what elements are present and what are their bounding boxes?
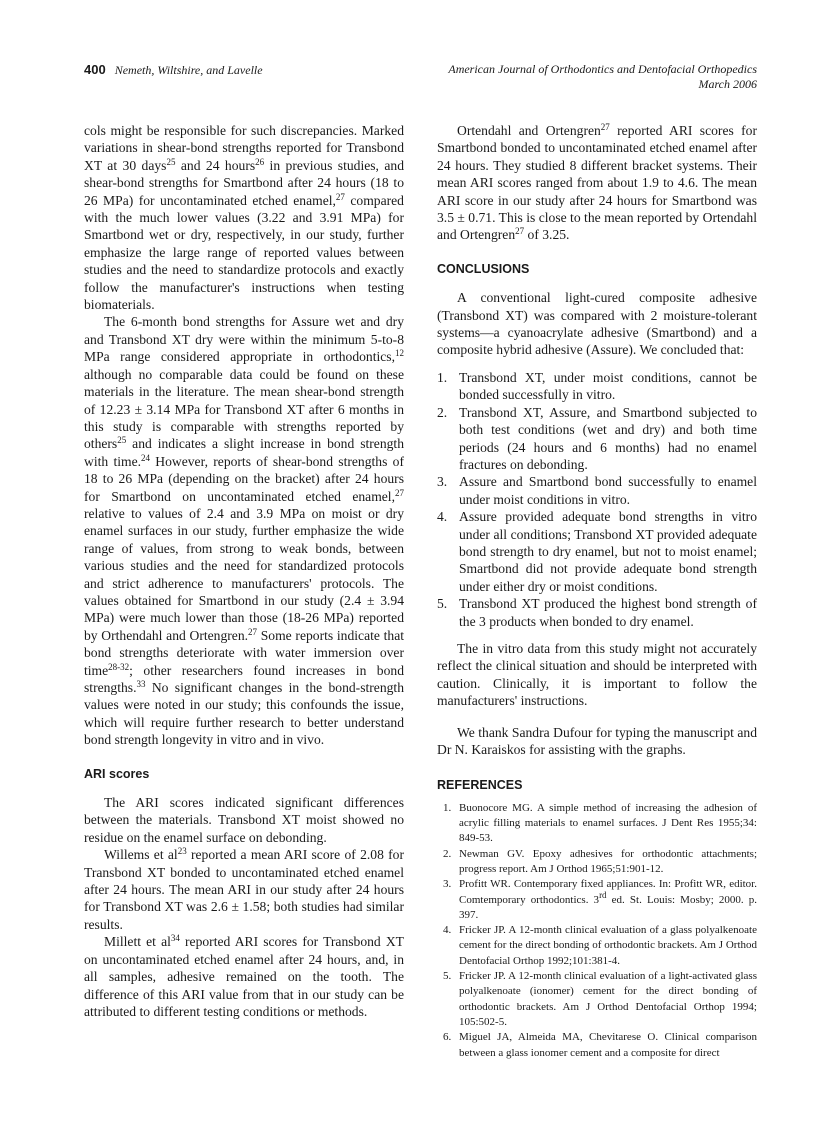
item-text: Assure and Smartbond bond successfully to enamel under moist conditions in vitro. (459, 474, 757, 507)
item-text: Assure provided adequate bond strengths in vitro under all conditions; Transbond XT provided adequate bond strength to dry enamel, but not to moist enamel; Smartbond did not provide adequate bond strength under either dry or moist conditions. (459, 509, 757, 594)
item-number: 5. (437, 596, 448, 612)
citation-superscript: 28-32 (108, 661, 130, 672)
page-number: 400 (84, 62, 106, 77)
conclusion-item (437, 595, 757, 630)
section-heading-ari-scores: ARI scores (84, 766, 150, 781)
header-authors: Nemeth, Wiltshire, and Lavelle (114, 63, 263, 77)
reference-number: 5. (443, 970, 452, 983)
citation-superscript: 27 (515, 226, 525, 237)
item-number: 2. (437, 404, 448, 420)
citation-superscript: 27 (600, 122, 610, 132)
reference-item: 2. Newman GV. Epoxy adhesives for orthodontic attachments; progress report. Am J Orthod 1965;51:901-12. (443, 847, 757, 875)
closing-paragraph (437, 640, 757, 710)
section-heading-references: REFERENCES (437, 778, 523, 793)
paragraph: The ARI scores indicated significant differences between the materials. Transbond XT moist showed no residue on the enamel surface on debonding. (84, 795, 404, 845)
header-journal-info (448, 62, 757, 92)
reference-item: 4. Fricker JP. A 12-month clinical evaluation of a glass polyalkenoate cement for the direct bonding of orthodontic brackets. Am J Orthod Dentofacial Orthop 1992;101:381-4. (443, 924, 757, 967)
reference-item: 1. Buonocore MG. A simple method of increasing the adhesion of acrylic filling materials to enamel surfaces. J Dent Res 1955;34: 849-53. (443, 801, 757, 845)
citation-superscript: 23 (177, 846, 187, 857)
paragraph: A conventional light-cured composite adhesive (Transbond XT) was compared with 2 moisture-tolerant systems—a cyanoacrylate adhesive (Smartbond) and a composite hybrid adhesive (Assure). We concluded that: (437, 290, 757, 358)
conclusion-item (437, 369, 757, 404)
paragraph: cols might be responsible for such discrepancies. Marked variations in shear-bond strengths reported for Transbond XT at 30 days$^{25}$ and 24 hours$^{26}$ in previous studies, and shear-bond strengths for Smartbond after 24 hours (18 to 26 MPa) for uncontaminated etched enamel,$^{27}$ compared with the much lower values (3.22 and 3.91 MPa) for Smartbond wet or dry, respectively, in our study, further emphasize the large range of reported values between studies and the need to standardize protocols and exactly follow the manufacturer's instructions when testing biomaterials. (84, 123, 404, 313)
paragraph: Willems et $al^{23}$ reported a mean ARI score of 2.08 for Transbond XT bonded to uncontaminated etched enamel after 24 hours. The mean ARI in our study after 24 hours for Transbond XT was 2.6 ± 1.58; both studies had similar results. (84, 846, 404, 932)
acknowledgment (437, 724, 757, 759)
conclusions-list (437, 369, 757, 630)
reference-item: 3. Profitt WR. Contemporary fixed appliances. In: Profitt WR, editor. Comtemporary orthodontics. 3rd ed. St. Louis: Mosby; 2000. p. 397. (443, 878, 757, 921)
citation-superscript: 27 (335, 191, 345, 202)
header-date: March 2006 (698, 77, 757, 91)
reference-number: 1. (443, 801, 452, 814)
item-number: 3. (437, 474, 448, 490)
conclusion-item (437, 473, 757, 508)
reference-number: 3. (443, 878, 452, 891)
right-column (437, 122, 757, 1061)
left-column (84, 122, 404, 1020)
ari-continued-paragraphs (437, 122, 757, 244)
citation-superscript: 12 (395, 348, 404, 359)
paragraph: The in vitro data from this study might not accurately reflect the clinical situation and should be interpreted with caution. Clinically, it is important to follow the manufacturers' instructions. (437, 640, 757, 709)
item-text: Transbond XT produced the highest bond strength of the 3 products when bonded to dry enamel. (459, 596, 757, 629)
reference-item: 6. Miguel JA, Almeida MA, Chevitarese O. Clinical comparison between a glass ionomer cement and a composite for direct (443, 1031, 757, 1059)
running-header (84, 62, 757, 91)
citation-superscript: rd (599, 889, 607, 900)
citation-superscript: 34 (170, 933, 180, 944)
citation-superscript: 27 (248, 626, 258, 637)
conclusion-item (437, 404, 757, 474)
section-heading-conclusions: CONCLUSIONS (437, 261, 530, 276)
conclusions-intro (437, 289, 757, 359)
item-text: Transbond XT, under moist conditions, cannot be bonded successfully in vitro. (459, 369, 757, 403)
citation-superscript: 27 (395, 487, 404, 498)
citation-superscript: 25 (166, 156, 176, 167)
paragraph: The 6-month bond strengths for Assure wet and dry and Transbond XT dry were within the minimum 5-to-8 MPa range considered appropriate in orthodontics,$^{12}$ although no comparable data could be found on these materials in the literature. The mean shear-bond strength of 12.23 ± 3.14 MPa for Transbond XT after 6 months in this study is comparable with strengths reported by others$^{25}$ and indicates a slight increase in bond strength with time.$^{24}$ However, reports of shear-bond strengths of 18 to 26 MPa (depending on the bracket) after 24 hours for Smartbond on uncontaminated etched enamel,$^{27}$ relative to values of 2.4 and 3.9 MPa on moist or dry enamel surfaces in our study, further emphasize the wide range of values, from strong to weak bonds, between various studies and the need for standardized protocols and strict adherence to manufacturers' protocols. The values obtained for Smartbond in our study (2.4 ± 3.94 MPa) were much lower than those (18-26 MPa) reported by Orthendahl and Ortengren.$^{27}$ Some reports indicate that bond strengths deteriorate with water immersion over time$^{28-32}$; other researchers found increases in bond strengths.$^{33}$ No significant changes in the bond-strength values were noted in our study; this confounds the issue, which will require further research to better understand bond strength longevity in vitro and in vivo. (84, 314, 405, 748)
citation-superscript: 25 (117, 435, 127, 446)
citation-superscript: 24 (141, 452, 151, 463)
paragraph: We thank Sandra Dufour for typing the manuscript and Dr N. Karaiskos for assisting with the graphs. (437, 724, 757, 757)
discussion-paragraphs (84, 122, 404, 749)
item-number: 4. (437, 509, 448, 525)
citation-superscript: 26 (255, 156, 265, 167)
reference-item: 5. Fricker JP. A 12-month clinical evaluation of a light-activated glass polyalkenoate (ionomer) cement for the direct bonding of orthodontic brackets. Am J Orthod Dentofacial Orthop 1994; 105:502-5. (443, 970, 757, 1028)
reference-number: 4. (443, 924, 452, 937)
ari-paragraphs (84, 794, 404, 1020)
header-journal: American Journal of Orthodontics and Dentofacial Orthopedics (448, 62, 757, 76)
item-text: Transbond XT, Assure, and Smartbond subjected to both test conditions (wet and dry) and both time periods (24 hours and 6 months) had no enamel fractures on debonding. (459, 404, 757, 472)
conclusion-item (437, 508, 757, 595)
reference-number: 6. (443, 1031, 452, 1044)
item-number: 1. (437, 369, 448, 385)
references-list (437, 801, 757, 1061)
reference-number: 2. (443, 847, 452, 860)
paragraph: Ortendahl and Ortengren$^{27}$ reported ARI scores for Smartbond bonded to uncontaminated etched enamel after 24 hours. They studied 8 different bracket systems. Their mean ARI scores ranged from about 1.9 to 4.6. The mean ARI score in our study after 24 hours for Smartbond was 3.5 ± 0.71. This is close to the mean reported by Ortendahl and Ortengren$^{27}$ of 3.25. (437, 122, 757, 243)
citation-superscript: 33 (136, 679, 146, 689)
paragraph: Millett et $al^{34}$ reported ARI scores for Transbond XT on uncontaminated etched enamel after 24 hours, and, in all samples, adhesive remained on the tooth. The difference of this ARI value from that in our study can be attributed to different testing conditions or methods. (84, 933, 404, 1019)
